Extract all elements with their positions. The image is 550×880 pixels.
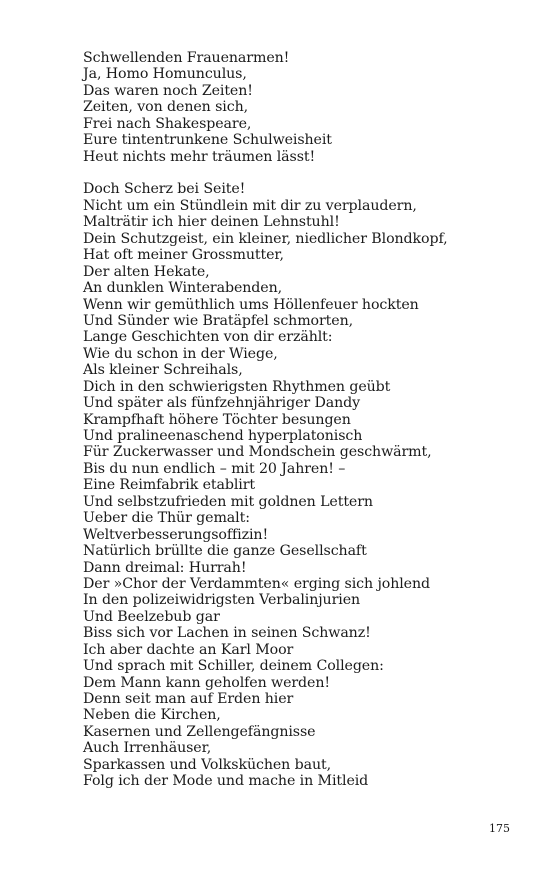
poem-line: Eine Reimfabrik etablirt xyxy=(83,477,256,494)
poem-line: Ich aber dachte an Karl Moor xyxy=(83,641,294,658)
poem-line: Dann dreimal: Hurrah! xyxy=(83,559,247,576)
poem-line: Ja, Homo Homunculus, xyxy=(83,66,247,83)
poem-line: Und später als fünfzehnjähriger Dandy xyxy=(83,395,361,412)
poem-line: Bis du nun endlich – mit 20 Jahren! – xyxy=(83,460,346,477)
poem-line: Heut nichts mehr träumen lässt! xyxy=(83,148,316,165)
poem-line: Nicht um ein Stündlein mit dir zu verplaudern, xyxy=(83,197,417,214)
stanza xyxy=(83,50,523,165)
poem-line: Zeiten, von denen sich, xyxy=(83,99,249,116)
stanza xyxy=(83,181,523,789)
poem-line: Malträtir ich hier deinen Lehnstuhl! xyxy=(83,214,340,231)
poem-line: Dich in den schwierigsten Rhythmen geübt xyxy=(83,378,391,395)
poem-line: Folg ich der Mode und mache in Mitleid xyxy=(83,773,369,790)
poem-line: Denn seit man auf Erden hier xyxy=(83,691,294,708)
poem-line: Und Sünder wie Bratäpfel schmorten, xyxy=(83,312,354,329)
poem-line: An dunklen Winterabenden, xyxy=(83,280,283,297)
poem-line: Auch Irrenhäuser, xyxy=(83,740,212,757)
poem-line: Der »Chor der Verdammten« erging sich johlend xyxy=(83,575,431,592)
poem-line: In den polizeiwidrigsten Verbalinjurien xyxy=(83,592,361,609)
poem-line: Und Beelzebub gar xyxy=(83,608,220,625)
poem-line: Wie du schon in der Wiege, xyxy=(83,345,278,362)
poem-line: Als kleiner Schreihals, xyxy=(83,362,243,379)
poem-text xyxy=(83,50,523,790)
poem-line: Eure tintentrunkene Schulweisheit xyxy=(83,132,332,149)
poem-line: Das waren noch Zeiten! xyxy=(83,82,253,99)
poem-line: Lange Geschichten von dir erzählt: xyxy=(83,329,333,346)
poem-line: Natürlich brüllte die ganze Gesellschaft xyxy=(83,543,367,560)
poem-line: Sparkassen und Volksküchen baut, xyxy=(83,756,332,773)
poem-line: Kasernen und Zellengefängnisse xyxy=(83,723,316,740)
poem-line: Wenn wir gemüthlich ums Höllenfeuer hockten xyxy=(83,296,419,313)
poem-line: Doch Scherz bei Seite! xyxy=(83,181,246,198)
poem-line: Weltverbesserungsoffizin! xyxy=(83,526,269,543)
poem-line: Neben die Kirchen, xyxy=(83,707,221,724)
poem-line: Und selbstzufrieden mit goldnen Lettern xyxy=(83,493,373,510)
poem-line: Für Zuckerwasser und Mondschein geschwärmt, xyxy=(83,444,432,461)
poem-line: Dem Mann kann geholfen werden! xyxy=(83,674,330,691)
poem-line: Der alten Hekate, xyxy=(83,263,210,280)
page-number: 175 xyxy=(489,822,510,835)
poem-line: Ueber die Thür gemalt: xyxy=(83,510,250,527)
poem-line: Hat oft meiner Grossmutter, xyxy=(83,247,284,264)
poem-line: Und pralineenaschend hyperplatonisch xyxy=(83,428,363,445)
poem-line: Und sprach mit Schiller, deinem Collegen: xyxy=(83,658,384,675)
poem-line: Dein Schutzgeist, ein kleiner, niedlicher Blondkopf, xyxy=(83,230,448,247)
poem-line: Schwellenden Frauenarmen! xyxy=(83,50,290,66)
poem-line: Frei nach Shakespeare, xyxy=(83,115,252,132)
poem-line: Biss sich vor Lachen in seinen Schwanz! xyxy=(83,625,371,642)
poem-line: Krampfhaft höhere Töchter besungen xyxy=(83,411,351,428)
